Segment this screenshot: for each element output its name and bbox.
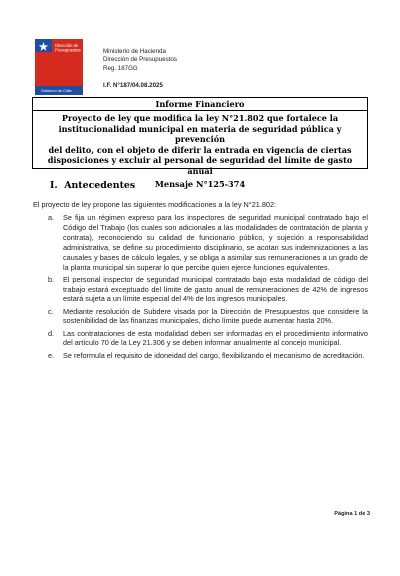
report-id: I.F. N°187/04.08.2025 [103,82,163,89]
list-item [33,213,368,272]
dipres-logo [35,39,83,95]
report-title: Informe Financiero [33,98,367,111]
svg-text:Presupuestos: Presupuestos [55,47,81,53]
list-item-text: Las contrataciones de esta modalidad deben ser informadas en el procedimiento informativo del artículo 70 de la Ley 21.306 y se deben informar anualmente al concejo municipal. [63,328,368,348]
report-subject [33,111,367,177]
list-item [33,351,368,361]
section-heading [50,180,135,191]
list-item [33,275,368,305]
directorate-name: Dirección de Presupuestos [103,56,177,64]
message-number: Mensaje N°125-374 [154,178,246,189]
svg-text:Dirección de: Dirección de [55,43,79,48]
subject-line: del delito, con el objeto de diferir la entrada en vigencia de ciertas [48,144,352,155]
list-item-text: Se fija un régimen expreso para los inspectores de seguridad municipal contratado bajo el Código del Trabajo (los cuales son adicionales a las modalidades de contratación de planta y contrata), reconociendo su calidad de funcionario público, y sujeción a responsabilidad administrativa, se define su procedimiento disciplinario, se acotan sus indemnizaciones a las causales y bases de cálculo legales, y se obliga a asimilar sus remuneraciones a un grado de la planta municipal sin superar lo que percibe quien ejerce funciones equivalentes. [63,213,368,272]
list-item-text: Se reformula el requisito de idoneidad del cargo, flexibilizando el mecanismo de acreditación. [63,350,365,360]
section-title: Antecedentes [64,180,136,191]
list-marker: c. [48,306,54,316]
list-marker: b. [48,274,55,284]
list-item-text: El personal inspector de seguridad municipal contratado bajo esta modalidad de código del trabajo estará exceptuado del límite de gasto anual de remuneraciones de 42% de ingresos estará sujeta a un límite especial del 4% de los ingresos municipales. [63,274,368,304]
subject-line: Proyecto de ley que modifica la ley N°21.802 que fortalece la [61,113,339,123]
list-marker: d. [48,328,55,338]
subject-line: disposiciones y excluir al personal de seguridad del límite de gasto anual [47,155,353,176]
page-number: Página 1 de 3 [334,511,370,517]
ministry-name: Ministerio de Hacienda [103,48,166,55]
header-block [103,48,177,73]
list-item-text: Mediante resolución de Subdere visada por la Dirección de Presupuestos que considere la sostenibilidad de las finanzas municipales, dicho límite puede aumentar hasta 20%. [63,306,368,326]
subject-line: institucionalidad municipal en materia de seguridad pública y prevención [58,123,342,145]
svg-text:Gobierno de Chile: Gobierno de Chile [41,89,72,93]
registration-code: Reg. 187GG [103,64,138,72]
list-marker: e. [48,350,55,360]
modifications-list [33,213,368,363]
section-number: I. [50,180,58,191]
list-item [33,307,368,327]
chile-government-logo-icon [35,39,83,95]
intro-paragraph: El proyecto de ley propone las siguientes modificaciones a la ley N°21.802: [33,200,277,209]
list-marker: a. [48,213,55,222]
list-item [33,329,368,349]
